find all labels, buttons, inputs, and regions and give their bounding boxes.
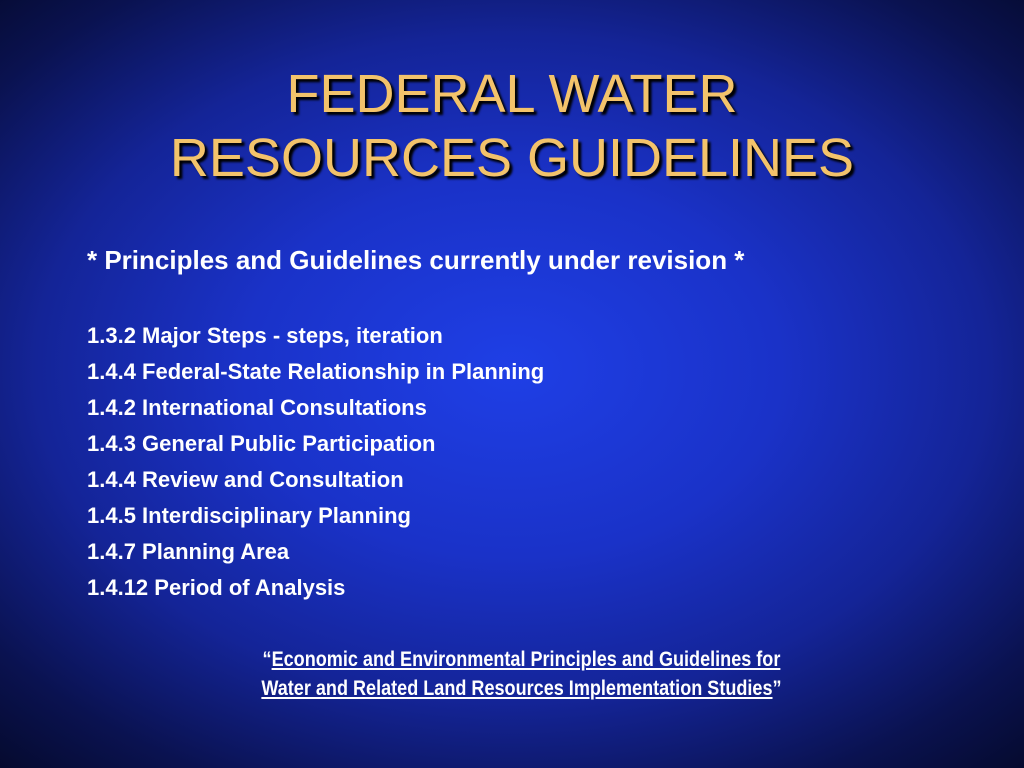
list-item: 1.4.4 Review and Consultation	[87, 467, 404, 492]
citation-link-line-1[interactable]: Economic and Environmental Principles and Guidelines for	[271, 648, 781, 671]
citation-line-2	[72, 674, 972, 703]
list-item: 1.4.12 Period of Analysis	[87, 575, 346, 600]
close-quote: ”	[772, 677, 782, 700]
title-line-1: FEDERAL WATER	[286, 64, 738, 124]
title-line-2: RESOURCES GUIDELINES	[169, 128, 855, 188]
citation-link-line-2[interactable]: Water and Related Land Resources Implementation Studies	[261, 677, 773, 700]
open-quote: “	[262, 648, 272, 671]
list-item: 1.4.5 Interdisciplinary Planning	[87, 503, 411, 528]
slide-title	[0, 62, 1024, 190]
revision-notice: * Principles and Guidelines currently under revision *	[87, 245, 745, 275]
list-item: 1.4.7 Planning Area	[87, 539, 290, 564]
section-list	[87, 318, 544, 606]
list-item: 1.4.3 General Public Participation	[87, 431, 436, 456]
citation	[72, 645, 972, 703]
citation-line-1	[72, 645, 972, 674]
list-item: 1.3.2 Major Steps - steps, iteration	[87, 323, 443, 348]
list-item: 1.4.4 Federal-State Relationship in Planning	[87, 359, 545, 384]
list-item: 1.4.2 International Consultations	[87, 395, 427, 420]
